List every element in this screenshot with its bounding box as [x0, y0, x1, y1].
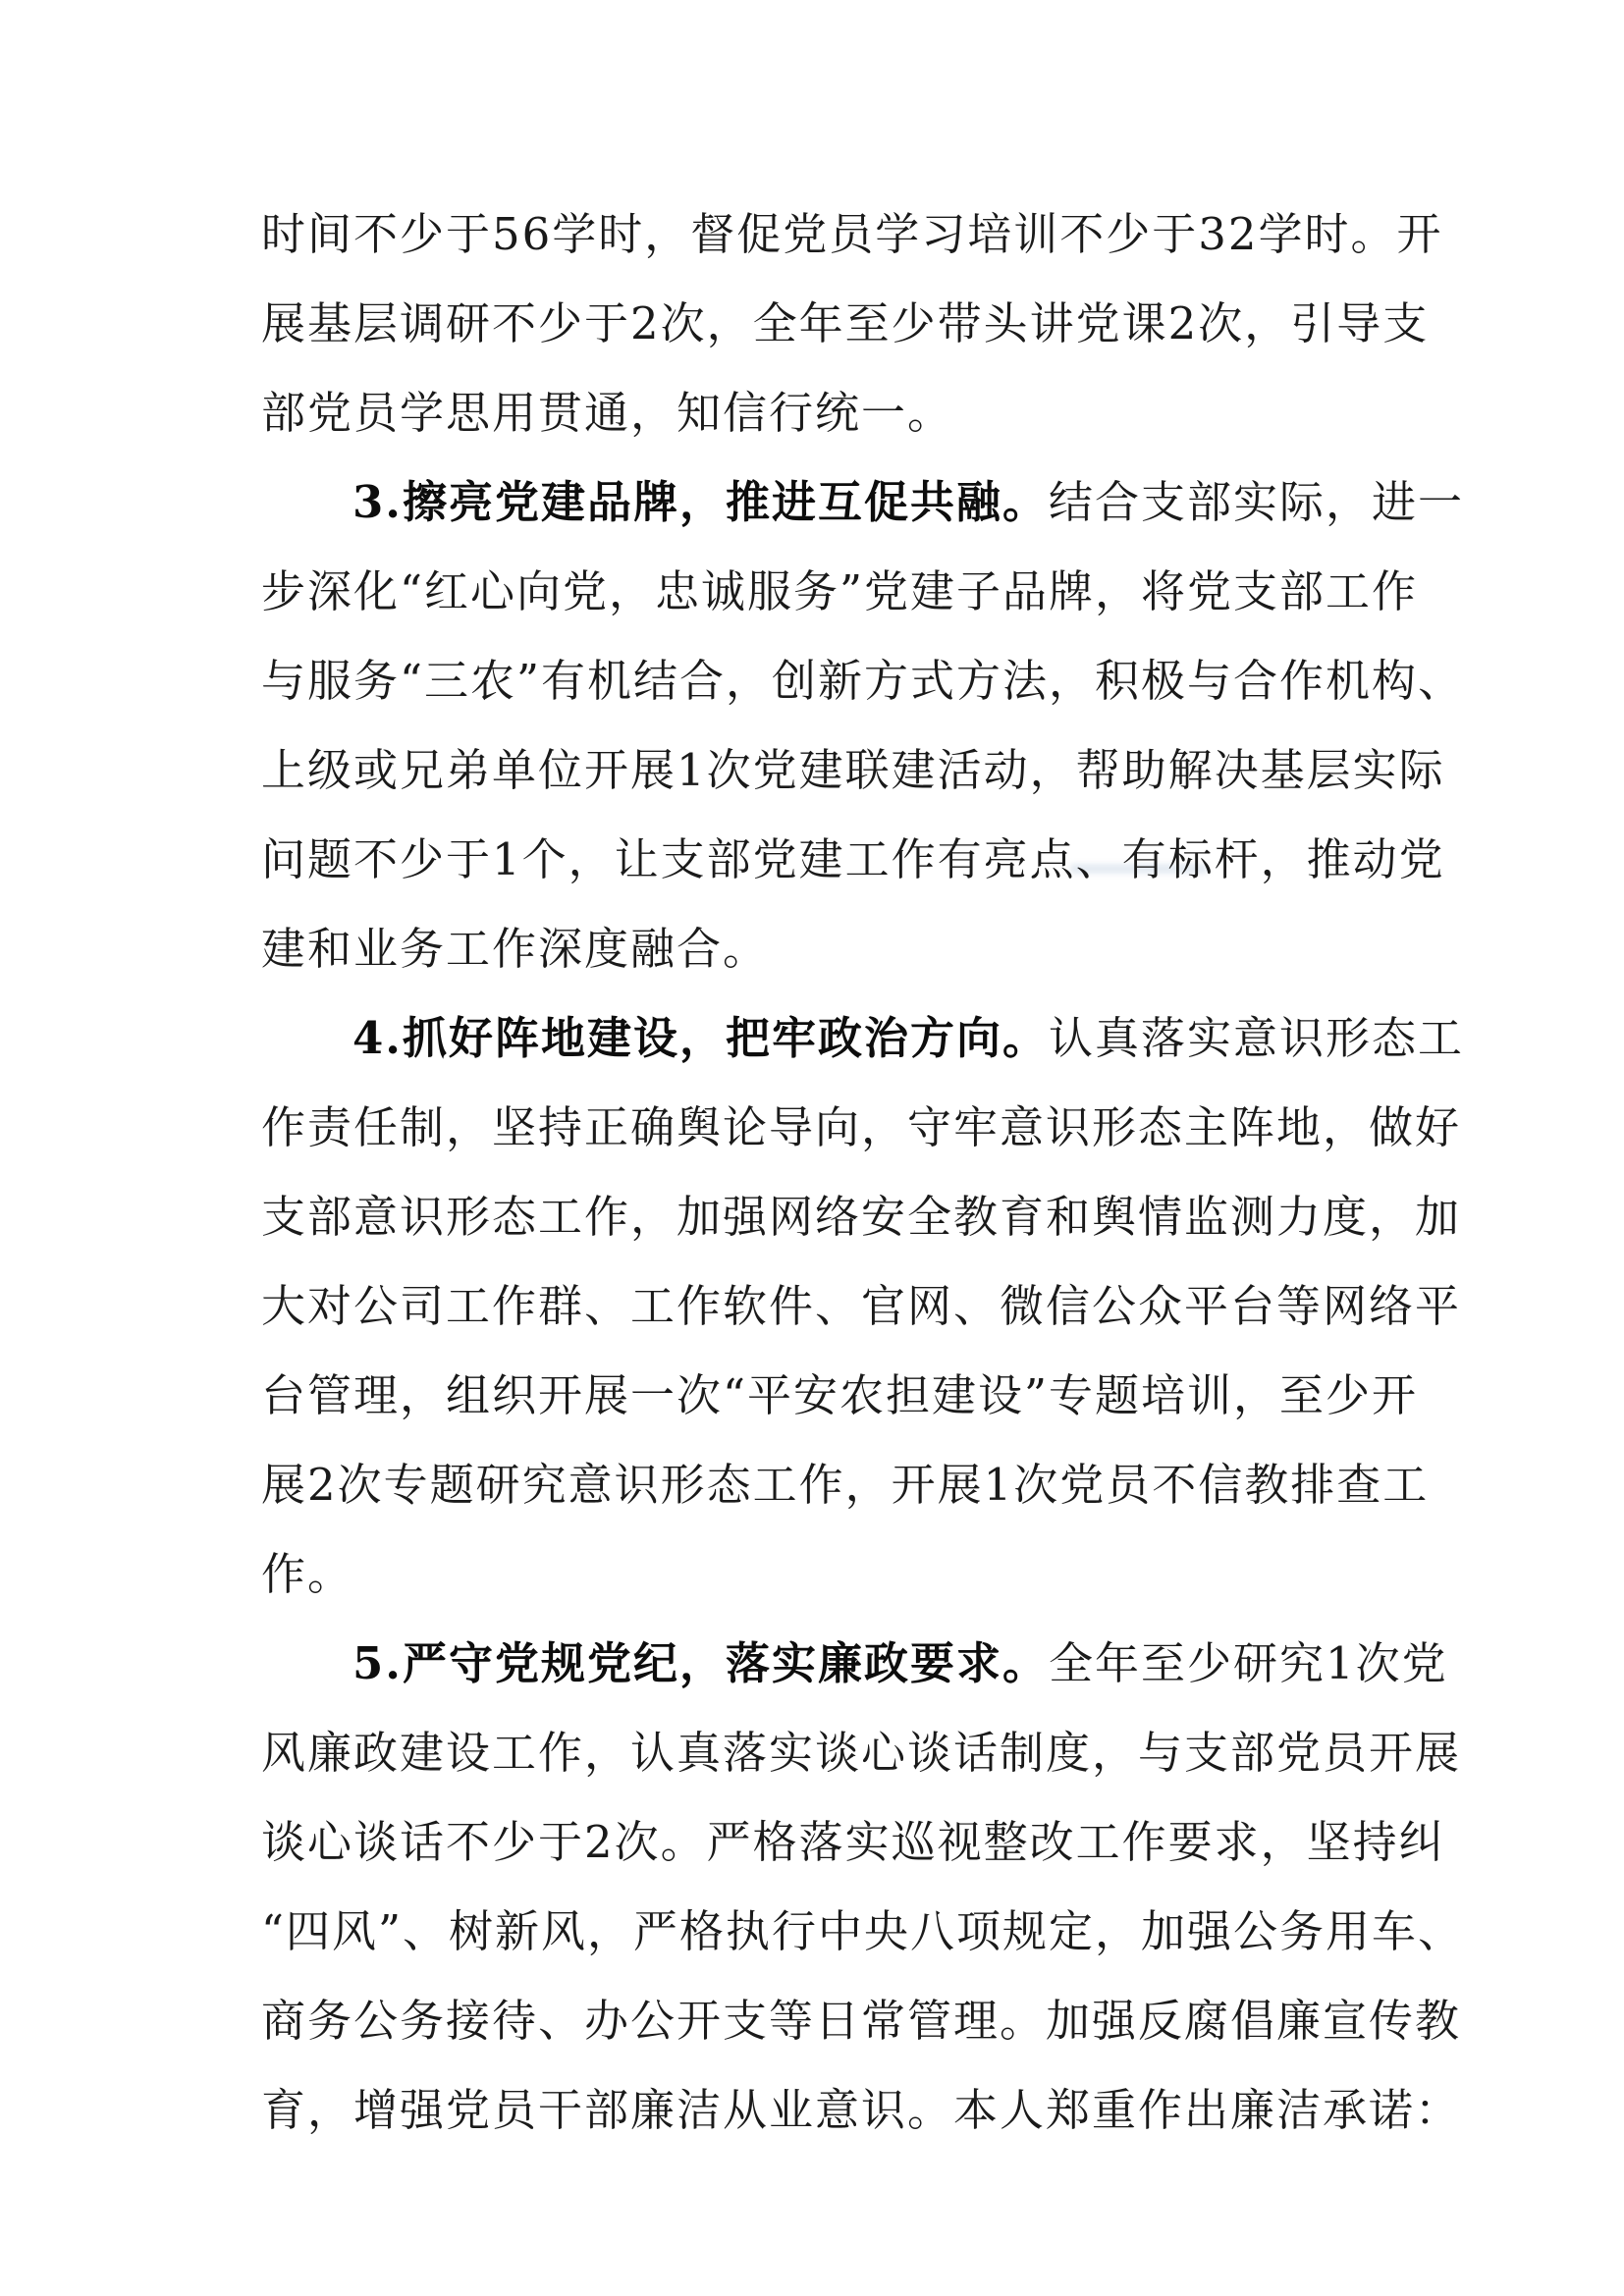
section-heading: 4.抓好阵地建设，把牢政治方向。	[352, 1012, 1049, 1064]
text-line: 步深化“红心向党，忠诚服务”党建子品牌，将党支部工作	[261, 565, 1419, 617]
text-line: 与服务“三农”有机结合，创新方式方法，积极与合作机构、	[261, 655, 1465, 707]
text-line: 支部意识形态工作，加强网络安全教育和舆情监测力度，加	[261, 1191, 1462, 1243]
text-line: 育，增强党员干部廉洁从业意识。本人郑重作出廉洁承诺：	[261, 2084, 1462, 2136]
paragraph-first-line	[261, 457, 1464, 547]
paragraph-integrity	[261, 1619, 1465, 2155]
text-line: 谈心谈话不少于2次。严格落实巡视整改工作要求，坚持纠	[261, 1816, 1445, 1868]
paragraph-first-line	[261, 993, 1464, 1083]
text-line: 台管理，组织开展一次“平安农担建设”专题培训，至少开	[261, 1369, 1419, 1421]
text-line: 作。	[261, 1548, 354, 1600]
text-line: 建和业务工作深度融合。	[261, 923, 770, 975]
text-line: 问题不少于1个，让支部党建工作有亮点、有标杆，推动党	[261, 833, 1445, 885]
text-line: 商务公务接待、办公开支等日常管理。加强反腐倡廉宣传教	[261, 1995, 1462, 2047]
paragraph-study-hours	[261, 189, 1443, 457]
text-line: 时间不少于56学时，督促党员学习培训不少于32学时。开	[261, 208, 1443, 260]
section-heading: 5.严守党规党纪，落实廉政要求。	[352, 1637, 1049, 1689]
text-line: 风廉政建设工作，认真落实谈心谈话制度，与支部党员开展	[261, 1727, 1462, 1779]
text-line: “四风”、树新风，严格执行中央八项规定，加强公务用车、	[261, 1905, 1465, 1957]
paragraph-party-brand	[261, 457, 1465, 993]
text-line: 大对公司工作群、工作软件、官网、微信公众平台等网络平	[261, 1280, 1462, 1332]
text-line: 作责任制，坚持正确舆论导向，守牢意识形态主阵地，做好	[261, 1101, 1462, 1153]
text-run: 认真落实意识形态工	[1048, 1012, 1464, 1064]
text-line: 上级或兄弟单位开展1次党建联建活动，帮助解决基层实际	[261, 744, 1445, 796]
text-run: 结合支部实际，进一	[1048, 476, 1464, 528]
paragraph-position-building	[261, 993, 1464, 1619]
text-line: 部党员学思用贯通，知信行统一。	[261, 387, 954, 439]
paragraph-first-line	[261, 1619, 1448, 1708]
section-heading: 3.擦亮党建品牌，推进互促共融。	[352, 476, 1049, 528]
document-body	[261, 189, 1465, 2155]
text-line: 展2次专题研究意识形态工作，开展1次党员不信教排查工	[261, 1459, 1430, 1511]
text-run: 全年至少研究1次党	[1048, 1637, 1448, 1689]
text-line: 展基层调研不少于2次，全年至少带头讲党课2次，引导支	[261, 297, 1430, 349]
